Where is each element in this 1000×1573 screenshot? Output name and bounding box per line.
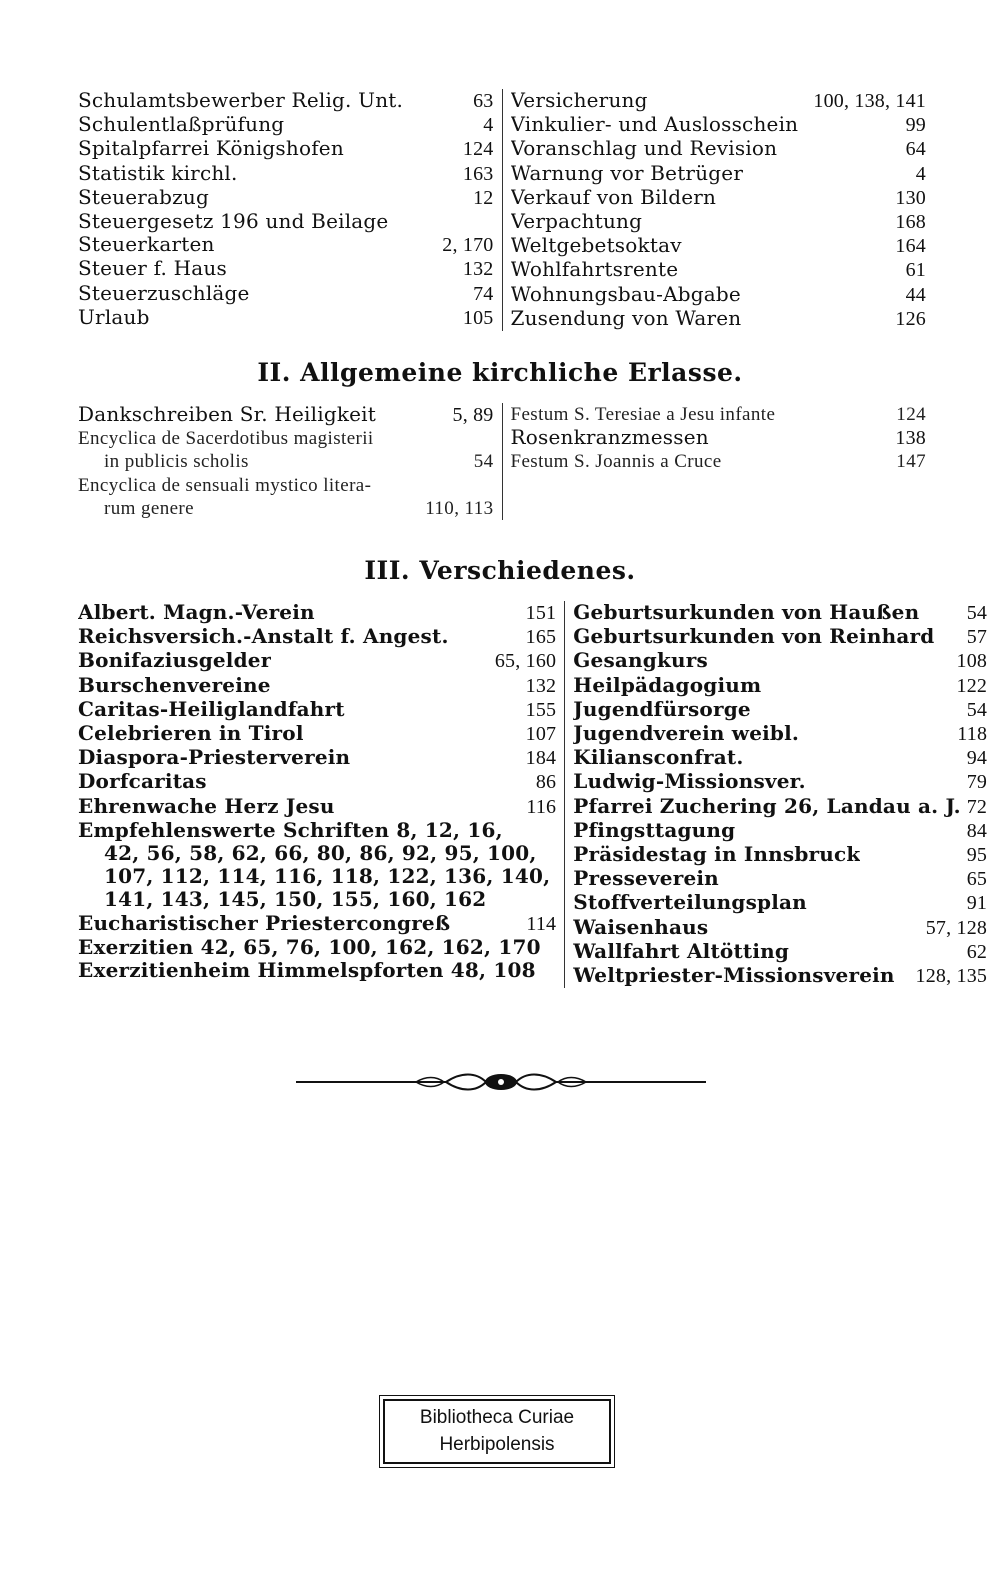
ornament-divider [296,1070,706,1094]
index-entry: Versicherung 100, 138, 141 [510,89,926,112]
index-section-3 [78,601,988,988]
index-entry: Rosenkranzmessen 138 [510,426,926,450]
index-entry: Steuergesetz 196 und Beilage [78,210,389,234]
index-column-right [503,89,927,331]
index-entry: Steuerabzug 12 [78,185,494,209]
index-entry: Waisenhaus 57, 128 [573,915,988,939]
index-entry: Encyclica de Sacerdotibus magisterii [78,428,374,450]
index-entry: Bonifaziusgelder 65, 160 [78,649,557,673]
index-entry: Wohnungsbau-Abgabe 44 [510,282,926,306]
index-entry: Festum S. Teresiae a Jesu infante 124 [510,404,926,425]
index-entry: Exerzitien 42, 65, 76, 100, 162, 162, 170 [78,935,541,959]
index-entry: Vinkulier- und Auslosschein 99 [510,113,926,137]
index-entry: Eucharistischer Priestercongreß 114 [78,911,557,935]
index-entry: Reichsversich.-Anstalt f. Angest. 165 [78,625,557,649]
index-entry: Jugendverein weibl. 118 [573,722,988,746]
index-entry: Zusendung von Waren 126 [510,306,926,330]
index-entry: 141, 143, 145, 150, 155, 160, 162 [104,888,487,912]
index-entry: Präsidestag in Innsbruck 95 [573,843,988,867]
index-entry: Steuer f. Haus 132 [78,257,494,281]
index-section-1 [78,89,926,331]
index-entry: Spitalpfarrei Königshofen 124 [78,137,494,161]
index-column-left [78,403,503,520]
index-entry: 42, 56, 58, 62, 66, 80, 86, 92, 95, 100, [104,842,537,866]
index-column-right [503,403,927,520]
index-entry: Diaspora-Priesterverein 184 [78,746,557,770]
index-entry: Presseverein 65 [573,867,988,891]
index-entry: Ludwig-Missionsver. 79 [573,770,988,794]
index-entry: Wallfahrt Altötting 62 [573,939,988,963]
index-entry: Festum S. Joannis a Cruce 147 [510,451,926,473]
index-entry: Pfarrei Zuchering 26, Landau a. J. 72 [573,794,988,818]
index-column-left [78,89,503,331]
index-entry: Steuerkarten 2, 170 [78,233,494,257]
stamp-line-2: Herbipolensis [439,1434,555,1455]
index-entry: Steuerzuschläge 74 [78,281,494,305]
index-entry: rum genere 110, 113 [104,497,494,519]
index-entry: Kiliansconfrat. 94 [573,746,988,770]
index-entry: Weltgebetsoktav 164 [510,234,926,258]
index-entry: Geburtsurkunden von Haußen 54 [573,601,988,624]
index-entry: Voranschlag und Revision 64 [510,137,926,161]
section-3-heading: III. Verschiedenes. [364,556,636,585]
index-entry: Urlaub 105 [78,305,494,329]
index-entry: in publicis scholis 54 [104,451,494,473]
index-entry: Schulentlaßprüfung 4 [78,113,494,137]
library-stamp [383,1399,611,1464]
index-entry: Heilpädagogium 122 [573,673,988,697]
index-entry: Empfehlenswerte Schriften 8, 12, 16, [78,818,503,842]
index-entry: Schulamtsbewerber Relig. Unt. 63 [78,89,494,112]
index-entry: 107, 112, 114, 116, 118, 122, 136, 140, [104,865,551,889]
index-entry: Exerzitienheim Himmelspforten 48, 108 [78,959,536,983]
index-entry: Statistik kirchl. 163 [78,161,494,185]
index-entry: Geburtsurkunden von Reinhard 57 [573,625,988,649]
index-entry: Caritas-Heiliglandfahrt 155 [78,697,557,721]
section-2-heading: II. Allgemeine kirchliche Erlasse. [257,358,743,387]
index-entry: Dankschreiben Sr. Heiligkeit 5, 89 [78,403,494,426]
index-entry: Verpachtung 168 [510,210,926,234]
index-section-2 [78,403,926,520]
index-entry: Jugendfürsorge 54 [573,697,988,721]
stamp-line-1: Bibliotheca Curiae [419,1407,575,1428]
index-entry: Warnung vor Betrüger 4 [510,161,926,185]
index-entry: Dorfcaritas 86 [78,770,557,794]
index-entry: Albert. Magn.-Verein 151 [78,601,557,624]
index-entry: Celebrieren in Tirol 107 [78,722,557,746]
index-entry: Verkauf von Bildern 130 [510,185,926,209]
index-entry: Stoffverteilungsplan 91 [573,891,988,915]
index-entry: Gesangkurs 108 [573,649,988,673]
index-entry: Encyclica de sensuali mystico litera- [78,474,372,496]
index-entry: Wohlfahrtsrente 61 [510,258,926,282]
index-entry: Ehrenwache Herz Jesu 116 [78,794,557,818]
index-entry: Pfingsttagung 84 [573,818,988,842]
index-entry: Weltpriester-Missionsverein 128, 135 [573,964,988,988]
index-column-right [565,601,987,988]
index-entry: Burschenvereine 132 [78,673,557,697]
index-column-left [78,601,565,988]
